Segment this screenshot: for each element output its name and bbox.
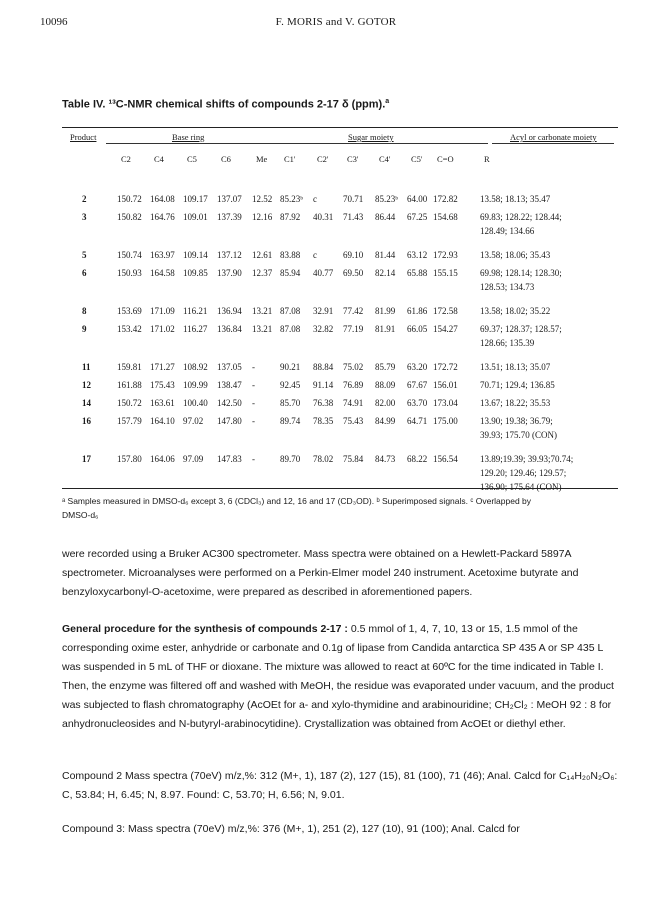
value-cell: 159.81 bbox=[117, 362, 142, 372]
value-cell: 153.42 bbox=[117, 324, 142, 334]
value-cell: 40.31 bbox=[313, 212, 334, 222]
value-cell: 75.43 bbox=[343, 416, 364, 426]
value-cell: 100.40 bbox=[183, 398, 208, 408]
r-cell bbox=[480, 416, 557, 444]
column-header: C3' bbox=[347, 154, 359, 164]
table-footnote bbox=[62, 494, 618, 522]
value-cell: 32.91 bbox=[313, 306, 334, 316]
value-cell: 164.08 bbox=[150, 194, 175, 204]
value-cell: 147.80 bbox=[217, 416, 242, 426]
group-header-sugar-moiety: Sugar moiety bbox=[348, 132, 394, 142]
table-row bbox=[62, 324, 618, 348]
value-cell: 153.69 bbox=[117, 306, 142, 316]
value-cell: 84.73 bbox=[375, 454, 396, 464]
value-cell: 109.14 bbox=[183, 250, 208, 260]
value-cell: 12.61 bbox=[252, 250, 273, 260]
value-cell: 78.35 bbox=[313, 416, 334, 426]
value-cell: 69.50 bbox=[343, 268, 364, 278]
value-cell: 92.45 bbox=[280, 380, 301, 390]
value-cell: 71.43 bbox=[343, 212, 364, 222]
value-cell: 85.23ᵇ bbox=[280, 194, 304, 204]
r-line: 136.90; 175.64 (CON) bbox=[480, 482, 562, 492]
product-cell: 16 bbox=[82, 416, 91, 426]
group-header-base-ring: Base ring bbox=[172, 132, 205, 142]
value-cell: 77.42 bbox=[343, 306, 364, 316]
value-cell: 172.93 bbox=[433, 250, 458, 260]
value-cell: 137.12 bbox=[217, 250, 242, 260]
table-row bbox=[62, 398, 618, 410]
group-header-product: Product bbox=[70, 132, 97, 142]
value-cell: 87.08 bbox=[280, 324, 301, 334]
r-line: 13.89;19.39; 39.93;70.74; bbox=[480, 454, 574, 464]
r-line: 69.83; 128.22; 128.44; bbox=[480, 212, 562, 222]
r-line: 13.51; 18.13; 35.07 bbox=[480, 362, 551, 372]
value-cell: 171.02 bbox=[150, 324, 175, 334]
value-cell: 175.43 bbox=[150, 380, 175, 390]
r-line: 13.90; 19.38; 36.79; bbox=[480, 416, 553, 426]
value-cell: 67.25 bbox=[407, 212, 428, 222]
r-cell bbox=[480, 380, 555, 394]
r-cell bbox=[480, 362, 550, 376]
value-cell: 68.22 bbox=[407, 454, 428, 464]
value-cell: 77.19 bbox=[343, 324, 364, 334]
value-cell: 64.71 bbox=[407, 416, 428, 426]
r-line: 69.37; 128.37; 128.57; bbox=[480, 324, 562, 334]
table-row bbox=[62, 194, 618, 206]
value-cell: 163.97 bbox=[150, 250, 175, 260]
value-cell: 81.99 bbox=[375, 306, 396, 316]
column-header: Me bbox=[256, 154, 268, 164]
value-cell: 89.70 bbox=[280, 454, 301, 464]
column-header: C5' bbox=[411, 154, 423, 164]
r-line: 13.58; 18.13; 35.47 bbox=[480, 194, 551, 204]
value-cell: 150.82 bbox=[117, 212, 142, 222]
table-caption bbox=[62, 98, 389, 111]
value-cell: 86.44 bbox=[375, 212, 396, 222]
value-cell: 164.06 bbox=[150, 454, 175, 464]
value-cell: - bbox=[252, 454, 255, 464]
value-cell: 81.91 bbox=[375, 324, 396, 334]
value-cell: 76.38 bbox=[313, 398, 334, 408]
value-cell: 109.99 bbox=[183, 380, 208, 390]
value-cell: 137.90 bbox=[217, 268, 242, 278]
page-number: 10096 bbox=[40, 16, 68, 28]
footnote-line-2: DMSO-d₆ bbox=[62, 510, 99, 520]
column-header: C5 bbox=[187, 154, 197, 164]
value-cell: 150.72 bbox=[117, 398, 142, 408]
value-cell: 87.92 bbox=[280, 212, 301, 222]
group-header-acyl: Acyl or carbonate moiety bbox=[510, 132, 597, 142]
value-cell: 74.91 bbox=[343, 398, 364, 408]
product-cell: 8 bbox=[82, 306, 87, 316]
table-row bbox=[62, 362, 618, 374]
value-cell: 32.82 bbox=[313, 324, 334, 334]
value-cell: 84.99 bbox=[375, 416, 396, 426]
value-cell: 154.68 bbox=[433, 212, 458, 222]
r-cell bbox=[480, 194, 550, 208]
value-cell: 67.67 bbox=[407, 380, 428, 390]
table-row bbox=[62, 416, 618, 440]
caption-footnote-mark: a bbox=[385, 98, 390, 105]
product-cell: 11 bbox=[82, 362, 91, 372]
running-head: F. MORIS and V. GOTOR bbox=[275, 16, 397, 28]
general-procedure-text: 0.5 mmol of 1, 4, 7, 10, 13 or 15, 1.5 mmol of the corresponding oxime ester, anhydride or carbonate and 0.1g of lipase from Candida antarctica SP 435 A or SP 435 L was suspended in 5 mL of THF or dioxane. The mixture was allowed to react at 60ºC for the time indicated in Table I. Then, the enzyme was filtered off and washed with MeOH, the residue was evaporated under vacuum, and the product was subjected to flash chromatography (AcOEt for a- and xylo-thymidine and arabinouridine; CH₂Cl₂ : MeOH 92 : 8 for anhydronucleosides and N-butyryl-arabinocytidine). Crystallization was obtained from AcOEt or diethyl ether. bbox=[62, 623, 614, 730]
value-cell: 164.10 bbox=[150, 416, 175, 426]
value-cell: 83.88 bbox=[280, 250, 301, 260]
r-line: 129.20; 129.46; 129.57; bbox=[480, 468, 567, 478]
value-cell: 136.84 bbox=[217, 324, 242, 334]
product-cell: 12 bbox=[82, 380, 91, 390]
value-cell: 157.79 bbox=[117, 416, 142, 426]
value-cell: 85.94 bbox=[280, 268, 301, 278]
caption-text: ¹³C-NMR chemical shifts of compounds 2-17 δ (ppm). bbox=[105, 98, 386, 111]
value-cell: 156.54 bbox=[433, 454, 458, 464]
column-header: R bbox=[484, 154, 490, 164]
value-cell: 164.76 bbox=[150, 212, 175, 222]
value-cell: 137.07 bbox=[217, 194, 242, 204]
value-cell: 76.89 bbox=[343, 380, 364, 390]
value-cell: 12.37 bbox=[252, 268, 273, 278]
value-cell: 137.05 bbox=[217, 362, 242, 372]
value-cell: 88.84 bbox=[313, 362, 334, 372]
value-cell: 157.80 bbox=[117, 454, 142, 464]
value-cell: 82.00 bbox=[375, 398, 396, 408]
r-line: 13.58; 18.06; 35.43 bbox=[480, 250, 551, 260]
column-header: C=O bbox=[437, 154, 454, 164]
value-cell: 156.01 bbox=[433, 380, 458, 390]
value-cell: 85.79 bbox=[375, 362, 396, 372]
value-cell: 154.27 bbox=[433, 324, 458, 334]
caption-label: Table IV. bbox=[62, 98, 106, 111]
value-cell: 90.21 bbox=[280, 362, 301, 372]
paragraph-compound-2: Compound 2 Mass spectra (70eV) m/z,%: 312 (M+, 1), 187 (2), 127 (15), 81 (100), 71 (46); Anal. Calcd for C₁₄H₂₀N₂O₆: C, 53.84; H, 6.45; N, 8.97. Found: C, 53.70; H, 6.56; N, 9.01. bbox=[62, 770, 618, 801]
value-cell: 70.71 bbox=[343, 194, 364, 204]
r-line: 128.66; 135.39 bbox=[480, 338, 535, 348]
column-header: C4' bbox=[379, 154, 391, 164]
value-cell: 109.01 bbox=[183, 212, 208, 222]
value-cell: 172.58 bbox=[433, 306, 458, 316]
value-cell: 40.77 bbox=[313, 268, 334, 278]
table-row bbox=[62, 306, 618, 318]
product-cell: 17 bbox=[82, 454, 91, 464]
value-cell: 173.04 bbox=[433, 398, 458, 408]
value-cell: 171.27 bbox=[150, 362, 175, 372]
value-cell: 175.00 bbox=[433, 416, 458, 426]
r-line: 70.71; 129.4; 136.85 bbox=[480, 380, 555, 390]
sugar-moiety-rule bbox=[280, 143, 488, 144]
column-header: C2 bbox=[121, 154, 131, 164]
value-cell: 138.47 bbox=[217, 380, 242, 390]
value-cell: 69.10 bbox=[343, 250, 364, 260]
base-ring-rule bbox=[106, 143, 302, 144]
value-cell: 155.15 bbox=[433, 268, 458, 278]
value-cell: c bbox=[313, 194, 317, 204]
table-top-rule bbox=[62, 127, 618, 128]
value-cell: c bbox=[313, 250, 317, 260]
value-cell: 75.84 bbox=[343, 454, 364, 464]
product-cell: 2 bbox=[82, 194, 87, 204]
r-line: 128.53; 134.73 bbox=[480, 282, 535, 292]
footnote-line-1: ᵃ Samples measured in DMSO-d₆ except 3, 6 (CDCl₃) and 12, 16 and 17 (CD₃OD). ᵇ Superimposed signals. ᶜ Overlapped by bbox=[62, 496, 532, 506]
value-cell: 142.50 bbox=[217, 398, 242, 408]
value-cell: 147.83 bbox=[217, 454, 242, 464]
value-cell: 61.86 bbox=[407, 306, 428, 316]
column-header: C2' bbox=[317, 154, 329, 164]
value-cell: - bbox=[252, 380, 255, 390]
r-cell bbox=[480, 212, 562, 240]
value-cell: - bbox=[252, 362, 255, 372]
r-line: 128.49; 134.66 bbox=[480, 226, 535, 236]
value-cell: 136.94 bbox=[217, 306, 242, 316]
value-cell: 150.74 bbox=[117, 250, 142, 260]
value-cell: 116.21 bbox=[183, 306, 208, 316]
value-cell: 172.72 bbox=[433, 362, 458, 372]
table-bottom-rule bbox=[62, 488, 618, 489]
product-cell: 3 bbox=[82, 212, 87, 222]
value-cell: 89.74 bbox=[280, 416, 301, 426]
value-cell: 161.88 bbox=[117, 380, 142, 390]
table-row bbox=[62, 212, 618, 236]
value-cell: 13.21 bbox=[252, 324, 273, 334]
table-row bbox=[62, 250, 618, 262]
paragraph-compound-3: Compound 3: Mass spectra (70eV) m/z,%: 376 (M+, 1), 251 (2), 127 (10), 91 (100); Anal. Calcd for bbox=[62, 823, 520, 835]
value-cell: 78.02 bbox=[313, 454, 334, 464]
value-cell: 137.39 bbox=[217, 212, 242, 222]
r-cell bbox=[480, 324, 562, 352]
table-row bbox=[62, 454, 618, 492]
value-cell: 82.14 bbox=[375, 268, 396, 278]
r-line: 69.98; 128.14; 128.30; bbox=[480, 268, 562, 278]
r-cell bbox=[480, 454, 573, 496]
page-header bbox=[40, 16, 632, 32]
paragraph-general-procedure bbox=[62, 620, 618, 734]
column-header: C4 bbox=[154, 154, 164, 164]
value-cell: 13.21 bbox=[252, 306, 273, 316]
value-cell: - bbox=[252, 398, 255, 408]
value-cell: 12.52 bbox=[252, 194, 273, 204]
value-cell: 97.02 bbox=[183, 416, 204, 426]
general-procedure-heading: General procedure for the synthesis of compounds 2-17 : bbox=[62, 623, 348, 635]
acyl-rule bbox=[492, 143, 614, 144]
r-line: 13.58; 18.02; 35.22 bbox=[480, 306, 551, 316]
value-cell: 63.20 bbox=[407, 362, 428, 372]
column-header: C6 bbox=[221, 154, 231, 164]
r-line: 13.67; 18.22; 35.53 bbox=[480, 398, 551, 408]
r-cell bbox=[480, 306, 550, 320]
value-cell: 12.16 bbox=[252, 212, 273, 222]
paragraph-instruments: were recorded using a Bruker AC300 spectrometer. Mass spectra were obtained on a Hewlett-Packard 5897A spectrometer. Microanalyses were performed on a Perkin-Elmer model 240 instrument. Acetoxime butyrate and benzyloxycarbonyl-O-acetoxime, were prepared as described in aforementioned papers. bbox=[62, 548, 579, 598]
value-cell: 150.72 bbox=[117, 194, 142, 204]
product-cell: 14 bbox=[82, 398, 91, 408]
value-cell: 85.23ᵇ bbox=[375, 194, 399, 204]
value-cell: 63.12 bbox=[407, 250, 428, 260]
value-cell: 109.17 bbox=[183, 194, 208, 204]
value-cell: 85.70 bbox=[280, 398, 301, 408]
product-cell: 6 bbox=[82, 268, 87, 278]
value-cell: 108.92 bbox=[183, 362, 208, 372]
value-cell: 171.09 bbox=[150, 306, 175, 316]
product-cell: 5 bbox=[82, 250, 87, 260]
value-cell: 66.05 bbox=[407, 324, 428, 334]
value-cell: - bbox=[252, 416, 255, 426]
value-cell: 64.00 bbox=[407, 194, 428, 204]
r-cell bbox=[480, 250, 550, 264]
value-cell: 116.27 bbox=[183, 324, 208, 334]
r-cell bbox=[480, 398, 550, 412]
value-cell: 97.09 bbox=[183, 454, 204, 464]
value-cell: 63.70 bbox=[407, 398, 428, 408]
column-header: C1' bbox=[284, 154, 296, 164]
r-line: 39.93; 175.70 (CON) bbox=[480, 430, 557, 440]
value-cell: 163.61 bbox=[150, 398, 175, 408]
value-cell: 172.82 bbox=[433, 194, 458, 204]
value-cell: 81.44 bbox=[375, 250, 396, 260]
value-cell: 91.14 bbox=[313, 380, 334, 390]
value-cell: 164.58 bbox=[150, 268, 175, 278]
value-cell: 109.85 bbox=[183, 268, 208, 278]
table-row bbox=[62, 380, 618, 392]
table-row bbox=[62, 268, 618, 292]
value-cell: 88.09 bbox=[375, 380, 396, 390]
value-cell: 87.08 bbox=[280, 306, 301, 316]
value-cell: 65.88 bbox=[407, 268, 428, 278]
value-cell: 75.02 bbox=[343, 362, 364, 372]
r-cell bbox=[480, 268, 562, 296]
product-cell: 9 bbox=[82, 324, 87, 334]
value-cell: 150.93 bbox=[117, 268, 142, 278]
